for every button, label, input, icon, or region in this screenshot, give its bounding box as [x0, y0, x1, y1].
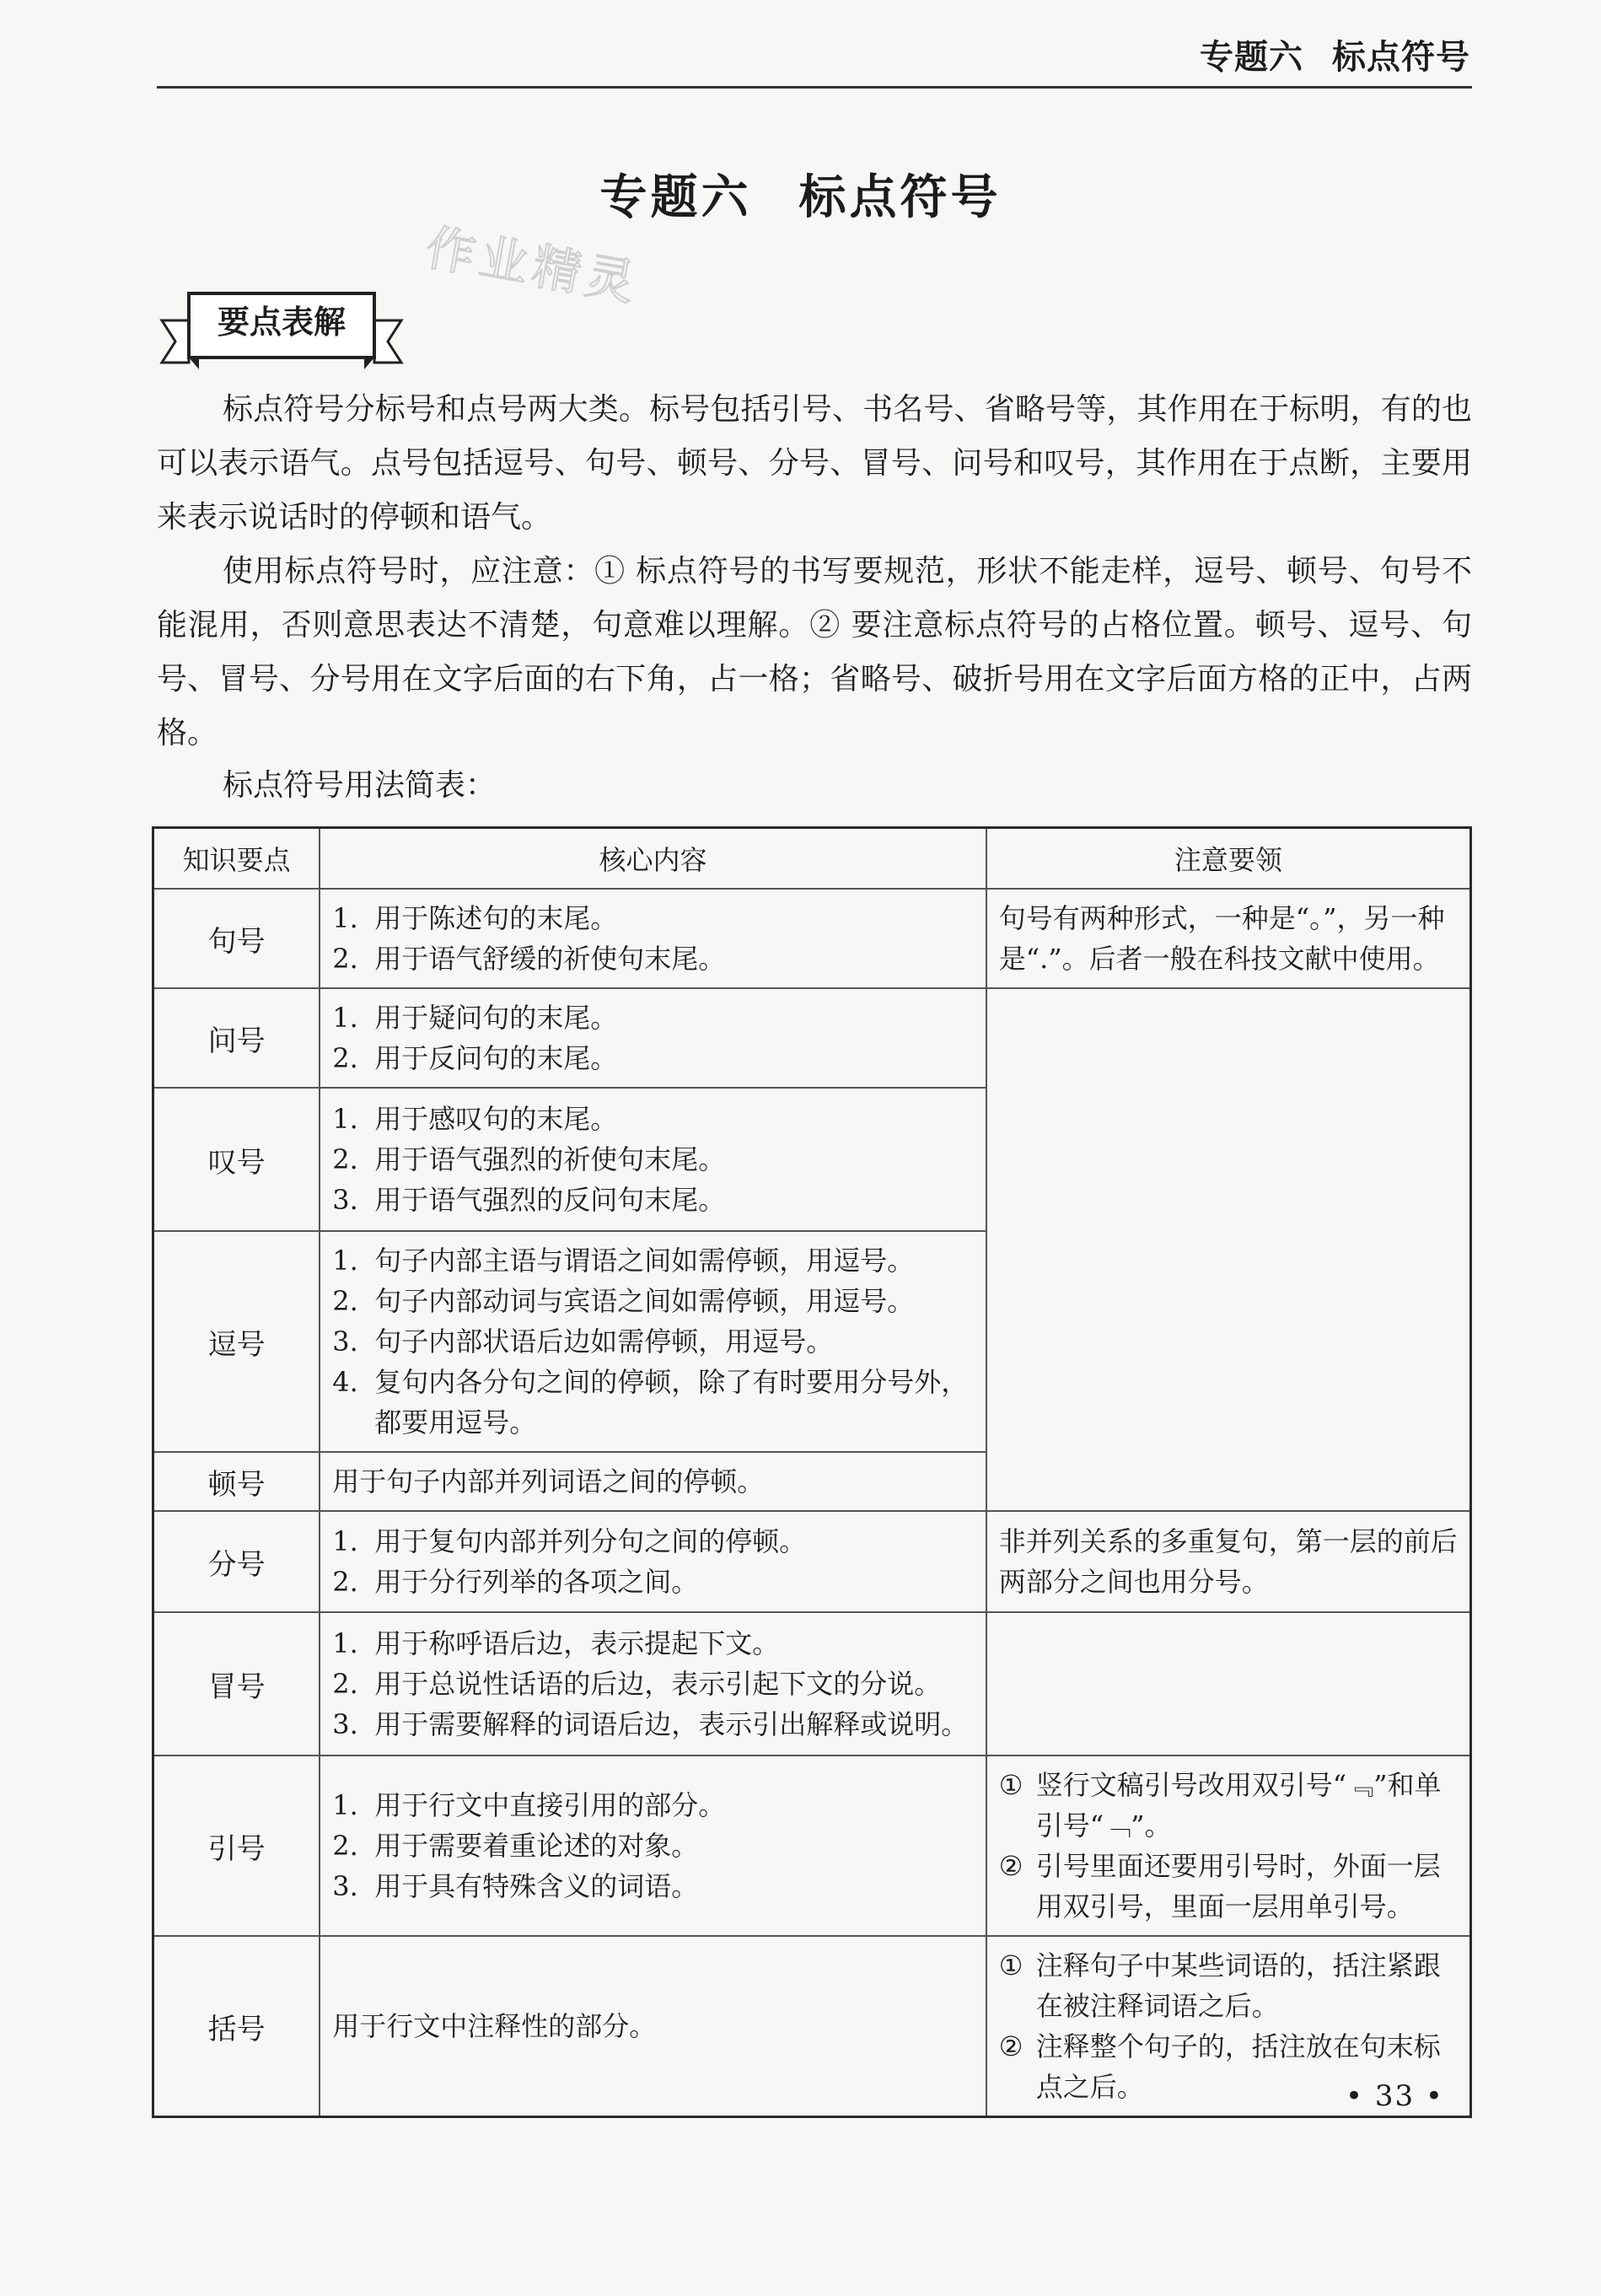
row-content [320, 1231, 986, 1452]
page-number: • 33 • [1346, 2079, 1444, 2113]
list-item: 1. 用于行文中直接引用的部分。 [332, 1789, 726, 1821]
list-item: 1. 用于复句内部并列分句之间的停顿。 [332, 1525, 807, 1557]
table-header: 核心内容 [320, 828, 986, 890]
row-key: 句号 [153, 889, 320, 988]
row-content [320, 889, 986, 988]
list-item: 2. 用于语气强烈的祈使句末尾。 [332, 1143, 726, 1175]
row-content: 用于句子内部并列词语之间的停顿。 [320, 1452, 986, 1511]
list-item: 3. 用于语气强烈的反问句末尾。 [332, 1184, 726, 1216]
row-key: 逗号 [153, 1231, 320, 1452]
table-row [153, 1612, 1471, 1756]
running-header-title: 标点符号 [1332, 38, 1470, 77]
row-key: 问号 [153, 988, 320, 1088]
page-title-text: 标点符号 [798, 170, 1002, 225]
running-header [157, 25, 1472, 89]
row-note: 句号有两种形式，一种是“。”，另一种是“.”。后者一般在科技文献中使用。 [986, 889, 1471, 988]
list-item: 3. 用于具有特殊含义的词语。 [332, 1870, 699, 1902]
row-note: ① 注释句子中某些词语的，括注紧跟在被注释词语之后。 ② 注释整个句子的，括注放在句末标点之后。 [986, 1936, 1471, 2117]
table-row [153, 988, 1471, 1088]
list-item: 1. 用于感叹句的末尾。 [332, 1103, 618, 1135]
row-note-empty [986, 988, 1471, 1511]
circled-one-icon: ① [998, 1769, 1023, 1801]
table-row [153, 1756, 1471, 1936]
paragraph-notes: 使用标点符号时，应注意：① 标点符号的书写要规范，形状不能走样，逗号、顿号、句号不能混用，否则意思表达不清楚，句意难以理解。② 要注意标点符号的占格位置。顿号、逗号、句号、冒号、分号用在文字后面的右下角，占一格；省略号、破折号用在文字后面方格的正中，占两格。 [157, 554, 1472, 750]
table-row [153, 889, 1471, 988]
list-item: 2. 用于总说性话语的后边，表示引起下文的分说。 [332, 1668, 942, 1700]
row-note: ① 竖行文稿引号改用双引号“﹃”和单引号“﹁”。 ② 引号里面还要用引号时，外面一层用双引号，里面一层用单引号。 [986, 1756, 1471, 1936]
paragraph-intro: 标点符号分标号和点号两大类。标号包括引号、书名号、省略号等，其作用在于标明，有的也可以表示语气。点号包括逗号、句号、顿号、分号、冒号、问号和叹号，其作用在于点断，主要用来表示说话时的停顿和语气。 [157, 392, 1472, 535]
circled-one-icon: ① [998, 1949, 1023, 1981]
list-item: 2. 用于需要着重论述的对象。 [332, 1830, 699, 1862]
list-item: 1. 句子内部主语与谓语之间如需停顿，用逗号。 [332, 1245, 915, 1277]
page-title [0, 160, 1601, 228]
row-key: 顿号 [153, 1452, 320, 1511]
table-row [153, 1511, 1471, 1612]
watermark: 作业精灵 [422, 218, 645, 313]
table-row [153, 1936, 1471, 2117]
list-item: 1. 用于疑问句的末尾。 [332, 1002, 618, 1034]
row-key: 分号 [153, 1511, 320, 1612]
row-content [320, 1756, 986, 1936]
list-item: 4. 复句内各分句之间的停顿，除了有时要用分号外，都要用逗号。 [332, 1366, 969, 1438]
table-header: 知识要点 [153, 828, 320, 890]
list-item: 1. 用于称呼语后边，表示提起下文。 [332, 1627, 780, 1659]
row-content [320, 1511, 986, 1612]
punctuation-table [152, 826, 1472, 2118]
row-key: 叹号 [153, 1088, 320, 1231]
running-header-chapter: 专题六 [1200, 38, 1303, 77]
row-content [320, 1088, 986, 1231]
row-content [320, 988, 986, 1088]
table-header-row [153, 828, 1471, 890]
paragraph-table-caption: 标点符号用法简表： [223, 768, 497, 803]
row-note: 非并列关系的多重复句，第一层的前后两部分之间也用分号。 [986, 1511, 1471, 1612]
list-item: 2. 用于反问句的末尾。 [332, 1042, 618, 1074]
list-item: 1. 用于陈述句的末尾。 [332, 902, 618, 934]
row-content [320, 1612, 986, 1756]
list-item: 3. 句子内部状语后边如需停顿，用逗号。 [332, 1325, 834, 1358]
page-title-chapter: 专题六 [599, 170, 752, 225]
table-header: 注意要领 [986, 828, 1471, 890]
list-item: 2. 用于语气舒缓的祈使句末尾。 [332, 943, 726, 975]
list-item: 2. 句子内部动词与宾语之间如需停顿，用逗号。 [332, 1285, 915, 1317]
row-key: 引号 [153, 1756, 320, 1936]
circled-two-icon: ② [998, 1850, 1023, 1882]
row-note-empty [986, 1612, 1471, 1756]
circled-two-icon: ② [998, 2030, 1023, 2062]
row-key: 冒号 [153, 1612, 320, 1756]
section-heading: 要点表解 [217, 304, 346, 341]
list-item: 2. 用于分行列举的各项之间。 [332, 1566, 699, 1598]
row-key: 括号 [153, 1936, 320, 2117]
row-content: 用于行文中注释性的部分。 [320, 1936, 986, 2117]
section-heading-ribbon [155, 287, 408, 379]
list-item: 3. 用于需要解释的词语后边，表示引出解释或说明。 [332, 1708, 969, 1740]
